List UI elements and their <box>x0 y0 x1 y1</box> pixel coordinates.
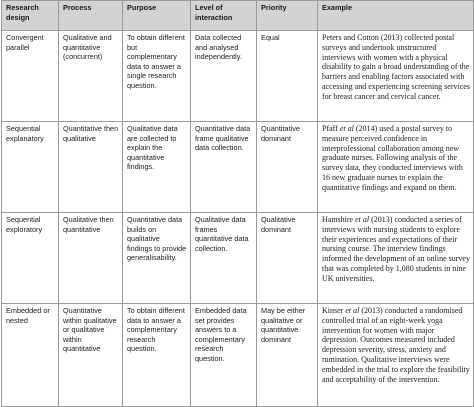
header-process: Process <box>59 1 123 31</box>
example-text: collected postal surveys and undertook unstructured interviews with women with a physical disability to gain a broad understanding of the barriers and enabling factors associated with accessing and experiencing screening services for breast cancer and cervical cancer. <box>322 33 470 101</box>
header-research-design: Research design <box>2 1 59 31</box>
example-authors: Pfaff <box>322 124 340 133</box>
header-level-of-interaction: Level of interaction <box>191 1 257 31</box>
header-purpose: Purpose <box>123 1 191 31</box>
example-cell <box>318 31 474 122</box>
interaction-cell: Quantitative data frame qualitative data collection. <box>191 122 257 213</box>
table-row <box>2 213 474 304</box>
priority-cell: Qualitative dominant <box>257 213 318 304</box>
purpose-cell: Qualitative data are collected to explain the quantitative findings. <box>123 122 191 213</box>
header-priority: Priority <box>257 1 318 31</box>
example-et-al: et al <box>345 306 360 315</box>
process-cell: Quantitative within qualitative or qualitative within quantitative <box>59 304 123 407</box>
table-row <box>2 31 474 122</box>
process-cell: Qualitative then quantitative <box>59 213 123 304</box>
example-year: (2013) <box>359 306 383 315</box>
example-authors: Peters and Cotton (2013) <box>322 33 403 42</box>
example-authors: Hamshire <box>322 215 356 224</box>
header-row <box>2 1 474 31</box>
example-cell <box>318 213 474 304</box>
interaction-cell: Embedded data set provides answers to a complementary research question. <box>191 304 257 407</box>
research-design-cell: Sequential exploratory <box>2 213 59 304</box>
process-cell: Qualitative and quantitative (concurrent) <box>59 31 123 122</box>
priority-cell: Quantitative dominant <box>257 122 318 213</box>
header-example: Example <box>318 1 474 31</box>
purpose-cell: To obtain different but complementary data to answer a single research question. <box>123 31 191 122</box>
priority-cell: May be either qualitative or quantitative dominant <box>257 304 318 407</box>
mixed-methods-designs-table <box>1 0 474 407</box>
research-design-cell: Sequential explanatory <box>2 122 59 213</box>
example-cell <box>318 122 474 213</box>
example-et-al: et al <box>339 124 354 133</box>
purpose-cell: To obtain different data to answer a complementary research question. <box>123 304 191 407</box>
example-year: (2014) <box>353 124 378 133</box>
example-authors: Kinser <box>322 306 346 315</box>
example-et-al: et al <box>355 215 370 224</box>
example-text: conducted a series of interviews with nursing students to explore their experiences and expectations of their nursing course. The interview findings informed the development of an online survey that was completed by 1,080 students in nine UK universities. <box>322 215 470 283</box>
purpose-cell: Quantitative data builds on qualitative findings to provide generalisability. <box>123 213 191 304</box>
research-design-cell: Convergent parallel <box>2 31 59 122</box>
priority-cell: Equal <box>257 31 318 122</box>
interaction-cell: Qualitative data frames quantitative data collection. <box>191 213 257 304</box>
example-cell <box>318 304 474 407</box>
example-text: conducted a randomised controlled trial of an eight-week yoga intervention for women with major depression. Outcomes measured included depression severity, stress, anxiety and rumination. Qualitative interviews were embedded in the trial to explore the feasibility and acceptability of the intervention. <box>322 306 470 384</box>
research-design-cell: Embedded or nested <box>2 304 59 407</box>
example-year: (2013) <box>369 215 393 224</box>
process-cell: Quantitative then qualitative <box>59 122 123 213</box>
table-row <box>2 122 474 213</box>
table-row <box>2 304 474 407</box>
example-text: used a postal survey to measure perceived confidence in interprofessional collaboration among new graduate nurses. Following analysis of the survey data, they conducted interviews with 16 new graduate nurses to explain the quantitative findings and expand on them. <box>322 124 463 192</box>
interaction-cell: Data collected and analysed independently. <box>191 31 257 122</box>
